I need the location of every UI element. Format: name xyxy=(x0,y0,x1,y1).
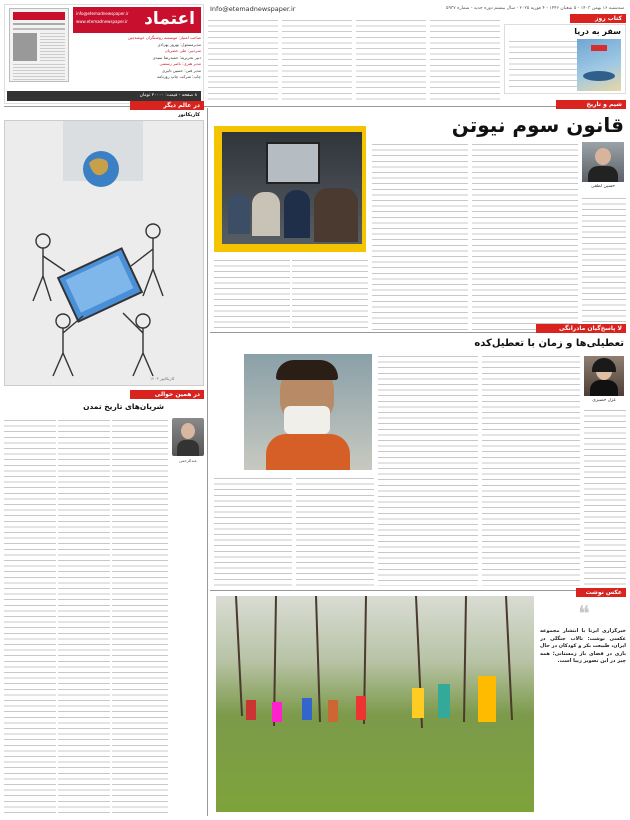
masthead-email[interactable]: info@etemadnewspaper.ir xyxy=(76,11,129,16)
top-text-col-3 xyxy=(356,18,426,104)
unemployment-title[interactable]: تعطیلی‌ها و زمان با تعطیل‌کده xyxy=(474,338,624,349)
masthead-staff xyxy=(73,35,201,85)
header-email[interactable]: Info@etemadnewspaper.ir xyxy=(210,5,296,13)
book-cover-image[interactable] xyxy=(577,39,621,91)
vertical-divider xyxy=(207,108,208,816)
opinion-text-col-3 xyxy=(4,418,56,814)
issue-line: سه‌شنبه ۱۶ بهمن ۱۴۰۳ - ۵ شعبان ۱۴۴۶ - ۴ فوریه ۲۰۲۵ - سال بیستم دوره جدید - شماره ۵۹۳۷ xyxy=(446,6,624,11)
price-bar xyxy=(7,91,201,101)
staff-line: صاحب امتیاز: موسسه روشنگران خوشه‌چین xyxy=(127,35,201,40)
staff-line: چاپ: شرکت چاپ روزنامه xyxy=(157,74,201,79)
section-bar-unemployment: لا پاسخ‌گیان مادرانگی xyxy=(536,324,626,333)
cartoon-image[interactable] xyxy=(4,120,204,386)
divider xyxy=(210,590,626,591)
top-text-col-1 xyxy=(208,18,278,104)
opinion-text-col-1 xyxy=(112,418,168,814)
masthead-logo[interactable]: اعتماد xyxy=(144,9,195,29)
divider xyxy=(4,106,626,107)
cartoon-drawing xyxy=(4,121,203,386)
main-text-col-c xyxy=(582,196,626,330)
unemployment-photo[interactable] xyxy=(244,354,372,470)
staff-line: دبیر تحریریه: حمیدرضا سیدی xyxy=(152,54,201,60)
photo-essay-drawing xyxy=(216,596,534,812)
section-bar-opinion: در همین حوالی xyxy=(130,390,204,399)
main-text-under-photo-a xyxy=(214,258,290,330)
main-text-under-photo-b xyxy=(292,258,368,330)
unemployment-text-a xyxy=(378,354,478,586)
section-bar-travel: کتاب روز xyxy=(570,14,626,23)
masthead-newspaper-thumb[interactable] xyxy=(9,8,69,82)
main-author: حسین لطفی xyxy=(590,184,616,189)
opinion-author: عبدالرحمن xyxy=(178,458,198,463)
main-text-col-a xyxy=(372,142,468,330)
main-author-photo[interactable] xyxy=(582,142,624,182)
masthead-web[interactable]: www.etemadnewspaper.ir xyxy=(76,19,128,24)
opinion-author-photo[interactable] xyxy=(172,418,204,456)
staff-line: مدیر فنی: حسین دلیری xyxy=(161,67,201,73)
unemployment-author-photo[interactable] xyxy=(584,356,624,396)
photo-essay-caption: خبرگزاری ایرنا با انتشار مجموعه عکسی نوشت: تالاب جنگلی در ایران، طبیعت بکر و کودکان در حال بازی در فضای باز زمستانی؛ همه چیز در این تصویر زیبا است. xyxy=(540,628,626,664)
top-header-strip xyxy=(208,4,626,16)
unemployment-text-e xyxy=(296,476,374,586)
masthead-block xyxy=(4,4,204,104)
main-text-col-b xyxy=(472,142,578,330)
book-box xyxy=(504,24,626,94)
staff-line: مدیرمسئول: بهروز بهزادی xyxy=(157,41,201,47)
unemployment-text-c xyxy=(584,408,626,586)
photo-essay-image[interactable] xyxy=(216,596,534,812)
section-bar-photo: عکس نوشت xyxy=(576,588,626,597)
opinion-title[interactable]: شریان‌های تاریخ تمدن xyxy=(83,402,164,411)
main-title[interactable]: قانون سوم نیوتن xyxy=(451,113,624,137)
cartoon-credit: کاریکاتور ۱۴۰۳ xyxy=(150,376,175,381)
staff-line: مدیر هنری: ناصر رستمی xyxy=(159,61,201,66)
cartoon-title: کاریکاتور xyxy=(177,112,200,118)
unemployment-text-d xyxy=(214,476,292,586)
staff-line: سردبیر: علی خضریان xyxy=(164,48,201,53)
opinion-text-col-2 xyxy=(58,418,110,814)
section-bar-cartoon: در عالم دیگر xyxy=(130,101,204,110)
top-text-col-4 xyxy=(430,18,500,104)
book-text xyxy=(509,39,577,91)
main-photo[interactable] xyxy=(222,132,362,244)
photo-essay-quote-icon: ❝ xyxy=(578,602,590,627)
unemployment-author: غزل خضیری xyxy=(592,398,616,403)
price-line: ۸ صفحه - قیمت: ۲۰۰۰۰ تومان xyxy=(139,93,197,98)
top-text-col-2 xyxy=(282,18,352,104)
unemployment-text-b xyxy=(482,354,580,586)
section-bar-third-law: شیم و تاریخ xyxy=(556,100,626,109)
masthead-logo-area xyxy=(73,7,201,33)
book-title[interactable]: سفر به دریا xyxy=(574,27,621,36)
